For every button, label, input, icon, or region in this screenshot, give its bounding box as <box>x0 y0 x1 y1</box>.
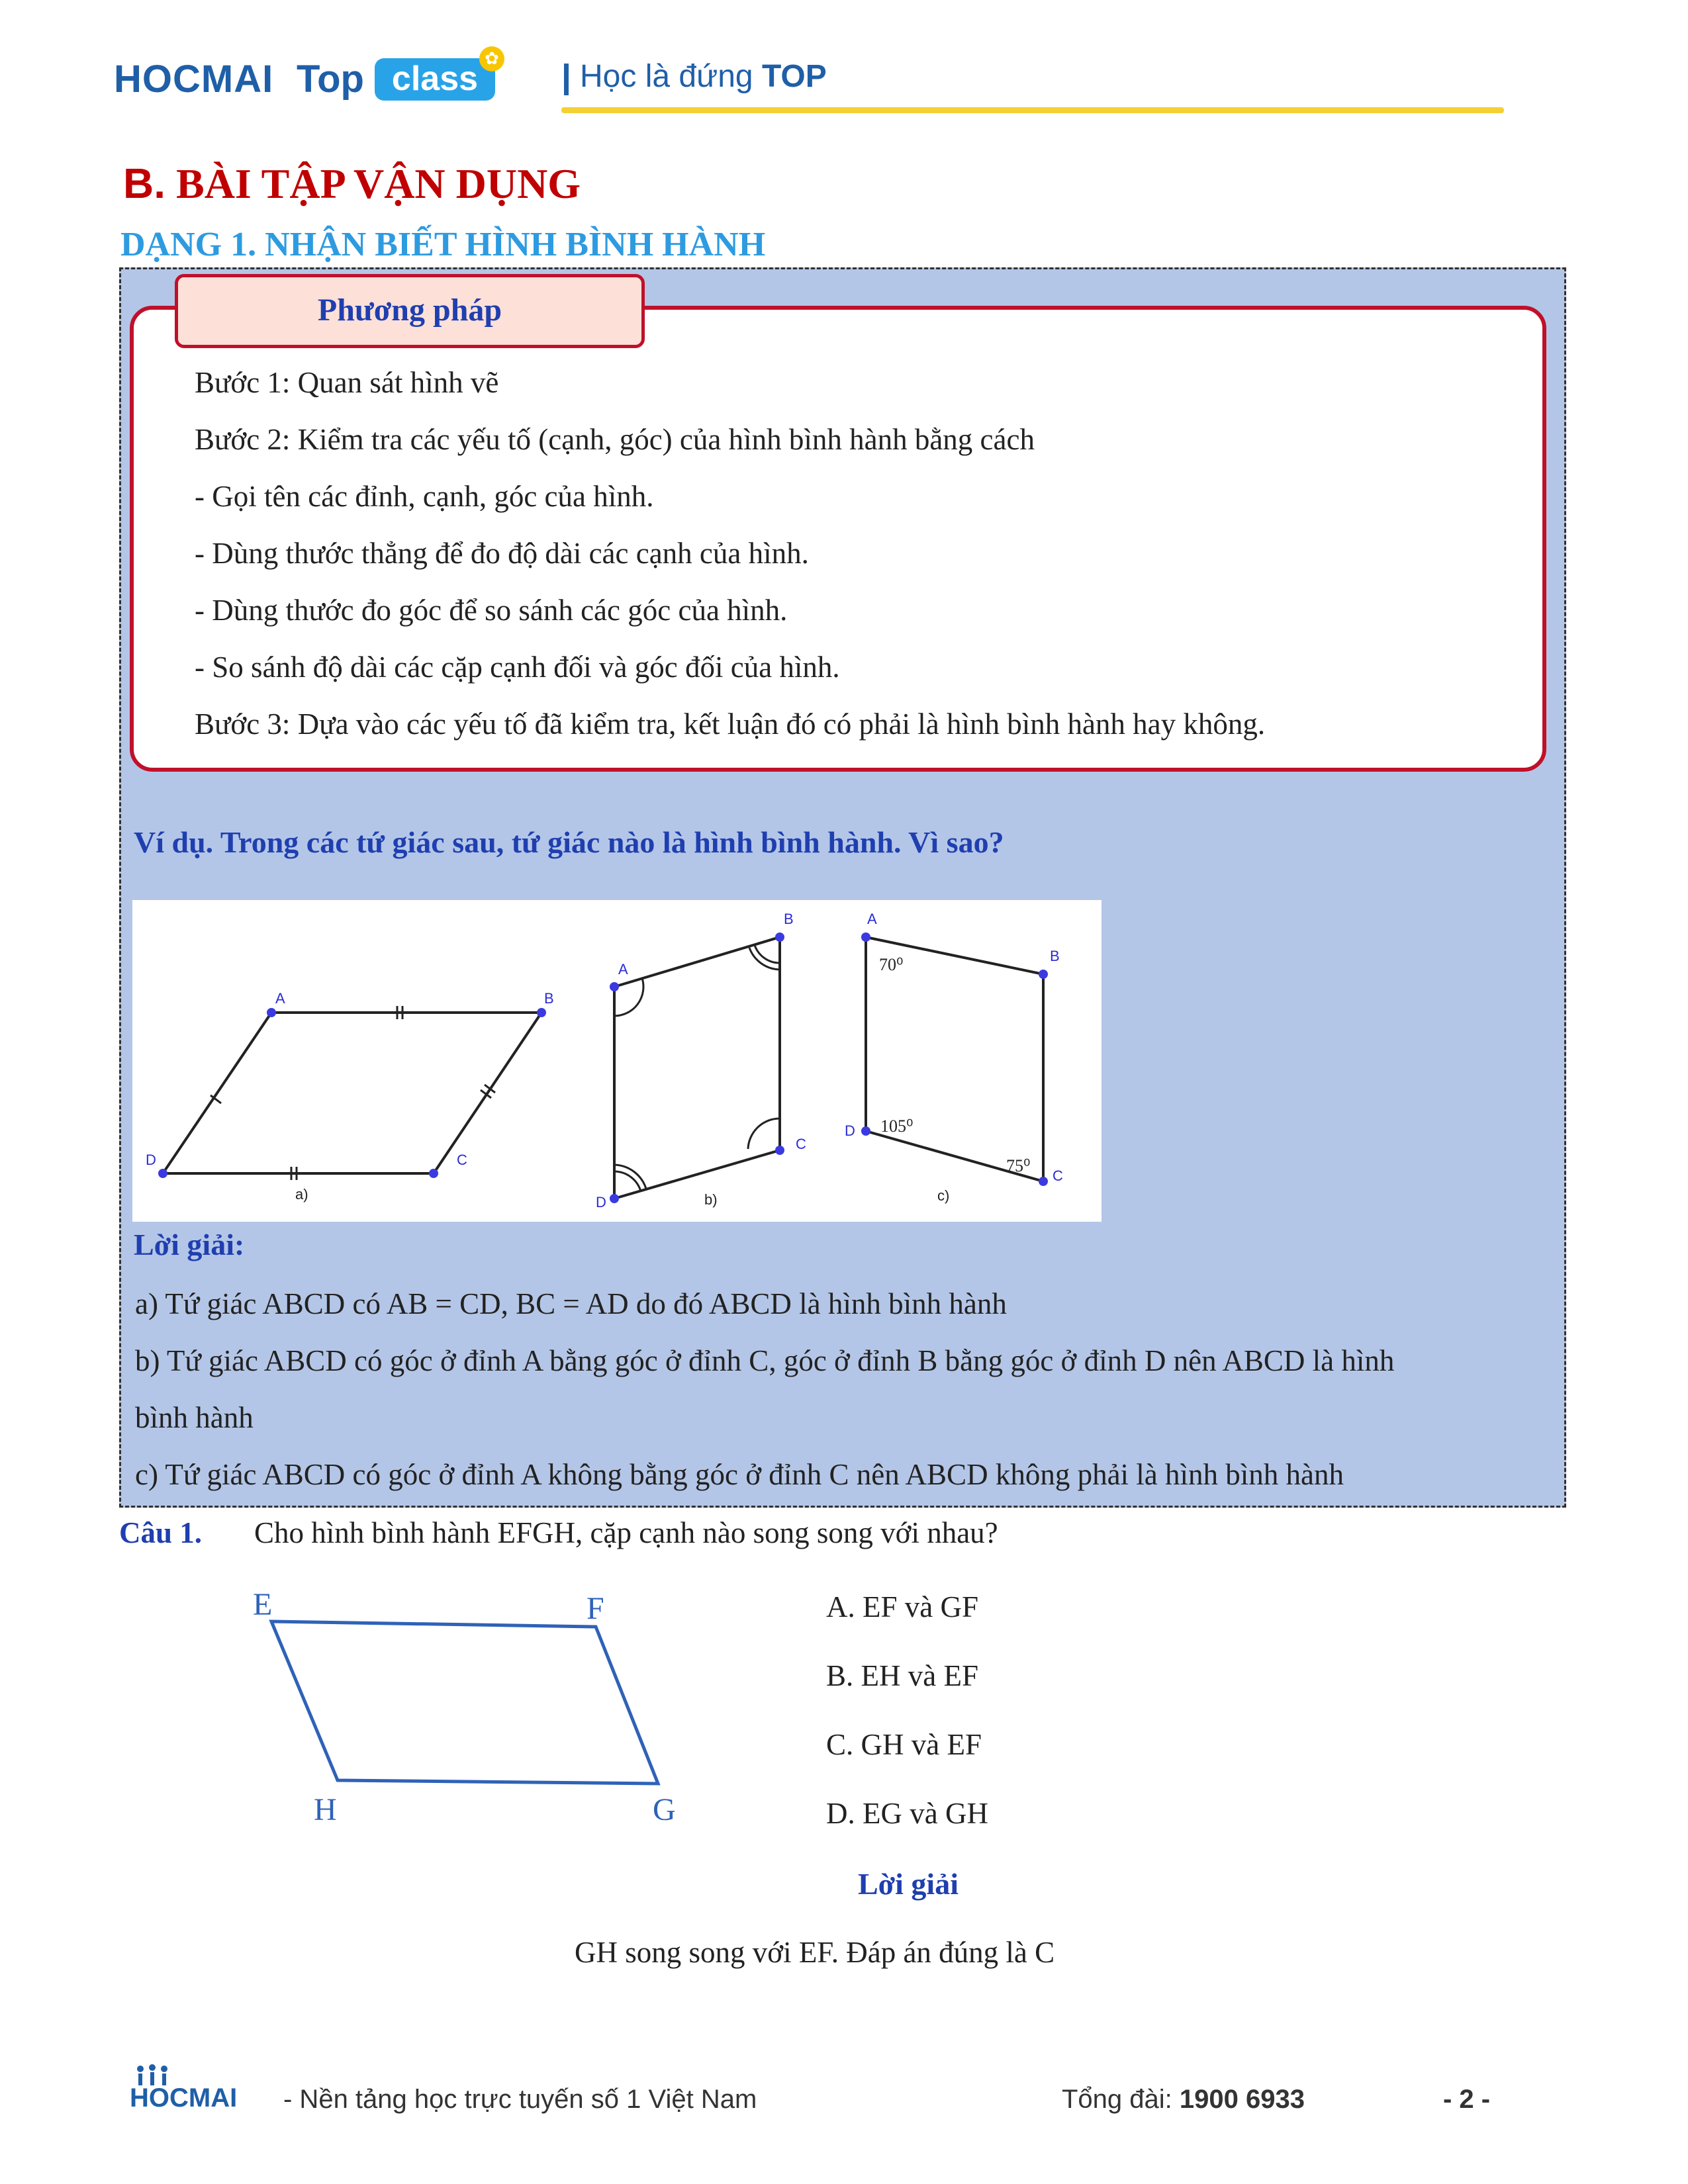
method-substep: - Dùng thước thẳng để đo độ dài các cạnh của hình. <box>195 537 809 570</box>
example-solution-line: bình hành <box>135 1401 254 1434</box>
figure-c-label-d: D <box>845 1122 855 1139</box>
figure-a-label-c: C <box>457 1152 467 1168</box>
figure-b-label-b: B <box>784 911 794 927</box>
method-tab: Phương pháp <box>175 274 645 348</box>
method-substep: - Dùng thước đo góc để so sánh các góc của hình. <box>195 594 788 627</box>
choice-c[interactable]: C. GH và EF <box>826 1728 982 1761</box>
method-substep: - So sánh độ dài các cặp cạnh đối và góc đối của hình. <box>195 651 840 684</box>
figure-a-label-d: D <box>146 1152 156 1168</box>
footer-brand: HOCMAI <box>130 2083 238 2113</box>
footer-hotline: Tổng đài: 1900 6933 <box>1062 2085 1305 2114</box>
figure-c-label-b: B <box>1050 948 1060 964</box>
figure-c-angle-d: 105⁰ <box>880 1116 914 1136</box>
method-substep: - Gọi tên các đỉnh, cạnh, góc của hình. <box>195 480 654 513</box>
figure-b-caption: b) <box>704 1191 718 1208</box>
figure-b-label-d: D <box>596 1194 606 1210</box>
brand-logo-top: Top <box>297 58 364 101</box>
figure-a-label-a: A <box>275 990 285 1007</box>
figure-c-caption: c) <box>937 1187 950 1204</box>
method-step-2: Bước 2: Kiểm tra các yếu tố (cạnh, góc) của hình bình hành bằng cách <box>195 423 1035 456</box>
quadrilateral-figures <box>132 900 1102 1222</box>
brand-logo-class-badge: class <box>375 58 495 101</box>
figure-c-label-c: C <box>1053 1167 1063 1184</box>
example-figures <box>132 900 1102 1222</box>
star-icon: ✿ <box>479 46 504 71</box>
example-solution-line: b) Tứ giác ABCD có góc ở đỉnh A bằng góc ở đỉnh C, góc ở đỉnh B bằng góc ở đỉnh D nên ABCD là hình <box>135 1344 1395 1377</box>
vertex-g-label: G <box>653 1792 676 1827</box>
parallelogram-efgh-figure <box>238 1582 715 1833</box>
section-heading: B. BÀI TẬP VẬN DỤNG <box>123 159 581 207</box>
figure-b-label-c: C <box>796 1136 806 1152</box>
tagline-emphasis: TOP <box>761 59 827 94</box>
figure-b-label-a: A <box>618 961 628 978</box>
example-solution-label: Lời giải: <box>134 1228 245 1261</box>
method-step-1: Bước 1: Quan sát hình vẽ <box>195 366 499 399</box>
figure-c-angle-c: 75⁰ <box>1006 1156 1031 1175</box>
figure-b-shape <box>614 937 780 1199</box>
footer-tagline: - Nền tảng học trực tuyến số 1 Việt Nam <box>283 2085 757 2114</box>
section-subheading: DẠNG 1. NHẬN BIẾT HÌNH BÌNH HÀNH <box>120 226 766 263</box>
figure-a-label-b: B <box>544 990 554 1007</box>
question-text: Cho hình bình hành EFGH, cặp cạnh nào song song với nhau? <box>254 1516 998 1549</box>
example-solution-line: a) Tứ giác ABCD có AB = CD, BC = AD do đó ABCD là hình bình hành <box>135 1287 1007 1320</box>
choice-b[interactable]: B. EH và EF <box>826 1659 978 1692</box>
figure-c-label-a: A <box>867 911 877 927</box>
header-tagline: Học là đứng TOP <box>580 59 827 94</box>
figure-a-caption: a) <box>295 1186 308 1203</box>
choice-d[interactable]: D. EG và GH <box>826 1797 988 1830</box>
question-solution-label: Lời giải <box>858 1867 959 1901</box>
vertex-e-label: E <box>253 1587 273 1622</box>
choice-a[interactable]: A. EF và GF <box>826 1590 979 1623</box>
header-underline <box>561 107 1504 113</box>
brand-logo-hocmai: HOCMAI <box>114 58 274 101</box>
method-step-3: Bước 3: Dựa vào các yếu tố đã kiểm tra, kết luận đó có phải là hình bình hành hay không. <box>195 707 1266 741</box>
hotline-number: 1900 6933 <box>1179 2085 1305 2114</box>
vertex-h-label: H <box>314 1792 337 1827</box>
example-question: Ví dụ. Trong các tứ giác sau, tứ giác nào là hình bình hành. Vì sao? <box>134 825 1004 859</box>
vertex-f-label: F <box>586 1591 604 1626</box>
question-label: Câu 1. <box>119 1516 203 1549</box>
figure-c-angle-a: 70⁰ <box>879 955 904 974</box>
question-solution-text: GH song song với EF. Đáp án đúng là C <box>575 1936 1055 1969</box>
example-solution-line: c) Tứ giác ABCD có góc ở đỉnh A không bằng góc ở đỉnh C nên ABCD không phải là hình bình hành <box>135 1458 1344 1491</box>
tagline-divider <box>564 64 569 95</box>
page-number: - 2 - <box>1443 2085 1491 2114</box>
